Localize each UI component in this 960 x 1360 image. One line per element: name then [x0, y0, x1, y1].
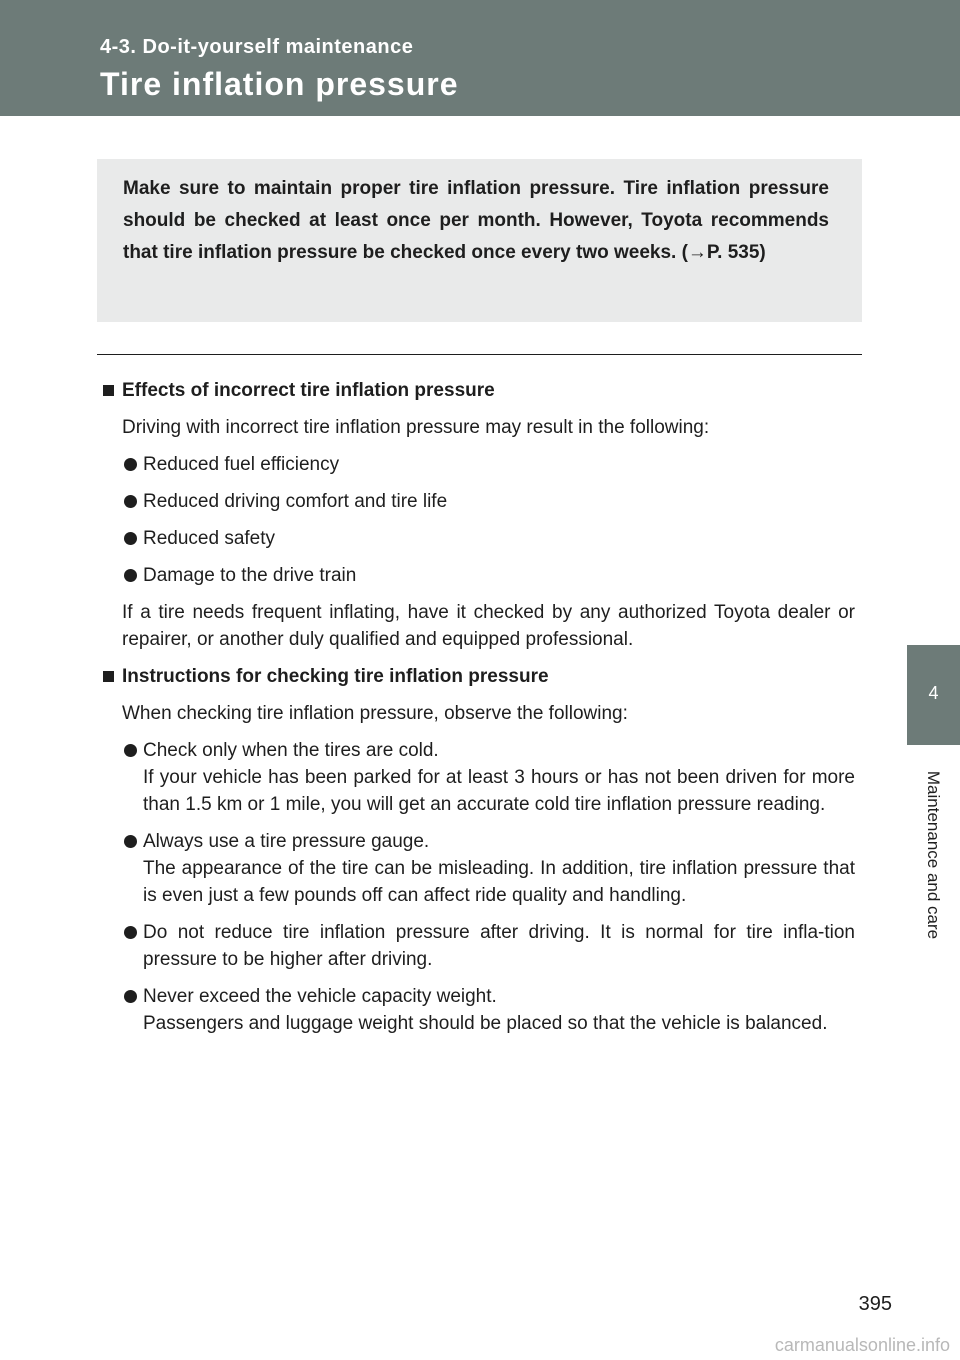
- section-label: 4-3. Do-it-yourself maintenance: [100, 36, 414, 58]
- section-heading-text: Instructions for checking tire inflation pressure: [122, 666, 549, 687]
- list-item: [122, 737, 855, 818]
- round-bullet-icon: [124, 835, 137, 848]
- round-bullet-icon: [124, 458, 137, 471]
- list-item: [122, 525, 855, 552]
- square-bullet-icon: [103, 385, 114, 396]
- list-item-title: Never exceed the vehicle capacity weight.: [143, 986, 497, 1007]
- chapter-tab[interactable]: [907, 645, 960, 745]
- round-bullet-icon: [124, 990, 137, 1003]
- header-bar: [0, 0, 960, 116]
- intro-box: [97, 159, 862, 322]
- section-lead: Driving with incorrect tire inflation pressure may result in the following:: [122, 417, 710, 438]
- round-bullet-icon: [124, 926, 137, 939]
- list-item-text: Reduced fuel efficiency: [143, 454, 340, 475]
- chapter-number: 4: [928, 683, 939, 703]
- list-item: [122, 828, 855, 909]
- round-bullet-icon: [124, 744, 137, 757]
- section-heading-text: Effects of incorrect tire inflation pressure: [122, 380, 495, 401]
- list-item: [122, 983, 855, 1037]
- list-item-text: Damage to the drive train: [143, 565, 357, 586]
- section-heading: [102, 377, 855, 404]
- round-bullet-icon: [124, 532, 137, 545]
- section-lead: When checking tire inflation pressure, observe the following:: [122, 703, 628, 724]
- list-item-detail: The appearance of the tire can be misleading. In addition, tire inflation pressure that is even just a few pounds off can affect ride quality and handling.: [143, 858, 855, 906]
- square-bullet-icon: [103, 671, 114, 682]
- list-item-title: Always use a tire pressure gauge.: [143, 831, 430, 852]
- list-item: [122, 451, 855, 478]
- main-content: [102, 377, 855, 1047]
- chapter-label: Maintenance and care: [924, 770, 943, 940]
- list-item-detail: If your vehicle has been parked for at least 3 hours or has not been driven for more than 1.5 km or 1 mile, you will get an accurate cold tire inflation pressure reading.: [143, 767, 855, 815]
- list-item-detail: Passengers and luggage weight should be placed so that the vehicle is balanced.: [143, 1013, 828, 1034]
- watermark: carmanualsonline.info: [774, 1335, 950, 1355]
- list-item: [122, 919, 855, 973]
- list-item: [122, 488, 855, 515]
- list-item-title: Do not reduce tire inflation pressure after driving. It is normal for tire infla-tion pressure to be higher after driving.: [143, 922, 855, 970]
- page-title: Tire inflation pressure: [100, 66, 459, 102]
- section-note: If a tire needs frequent inflating, have it checked by any authorized Toyota dealer or repairer, or another duly qualified and equipped professional.: [122, 602, 855, 650]
- list-item: [122, 562, 855, 589]
- section-heading: [102, 663, 855, 690]
- list-item-text: Reduced safety: [143, 528, 276, 549]
- intro-text: Make sure to maintain proper tire inflation pressure. Tire inflation pressure should be checked at least once per month. However, Toyota recommends that tire inflation pressure be checked once every two weeks. (→P. 535): [123, 178, 829, 263]
- page-number: 395: [858, 1293, 892, 1315]
- divider: [97, 354, 862, 355]
- list-item-text: Reduced driving comfort and tire life: [143, 491, 448, 512]
- round-bullet-icon: [124, 569, 137, 582]
- list-item-title: Check only when the tires are cold.: [143, 740, 439, 761]
- round-bullet-icon: [124, 495, 137, 508]
